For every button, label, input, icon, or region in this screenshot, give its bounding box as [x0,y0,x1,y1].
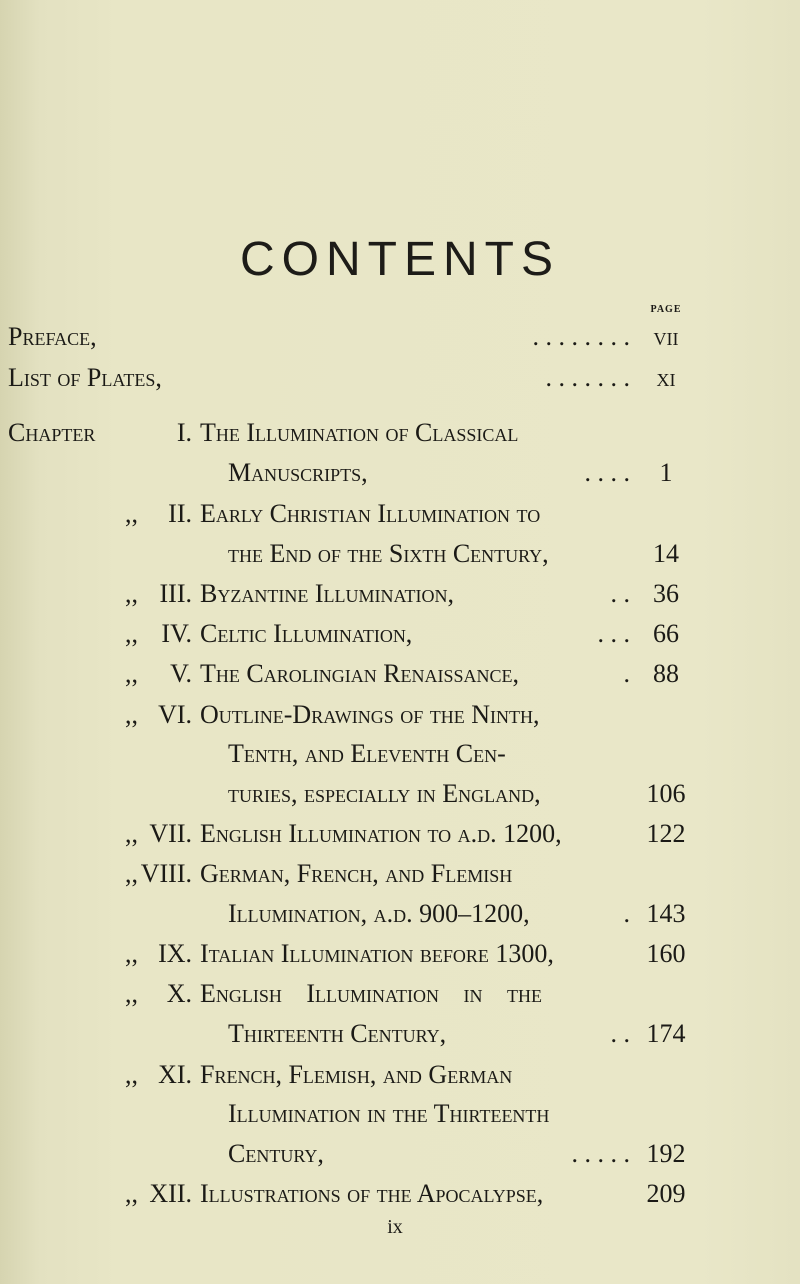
chapter-title-line: Illumination in the Thirteenth [228,1099,550,1128]
chapter-page: 14 [653,539,679,568]
chapter-title-line: Early Christian Illumination to [200,499,541,528]
ditto-mark: ,, [125,700,138,729]
ditto-mark: ,, [125,939,138,968]
chapter-page: 160 [646,939,686,968]
chapter-title-line: English Illumination to a.d. 1200, [200,819,562,848]
chapter-number: II. [168,499,192,528]
ditto-mark: ,, [125,1179,138,1208]
chapter-title-line: Illustrations of the Apocalypse, [200,1179,544,1208]
toc-leaders-preface: . . . . . . . . [532,322,630,351]
ditto-mark: ,, [125,859,138,888]
chapter-number: IV. [161,619,192,648]
toc-leaders: . . . [597,619,630,648]
chapter-title-line: Celtic Illumination, [200,619,413,648]
toc-label-list-of-plates: List of Plates, [8,363,162,392]
chapter-title-line: Manuscripts, [228,458,368,487]
chapter-page: 143 [646,899,686,928]
chapter-page: 1 [659,458,673,487]
chapter-title-line: Italian Illumination before 1300, [200,939,554,968]
chapter-title-line: Thirteenth Century, [228,1019,447,1048]
chapter-title-line: The Carolingian Renaissance, [200,659,520,688]
chapter-number: X. [166,979,192,1008]
chapter-title-line: Tenth, and Eleventh Cen- [228,739,506,768]
chapter-number: VII. [149,819,192,848]
chapter-title-line: Outline-Drawings of the Ninth, [200,700,540,729]
chapter-page: 106 [646,779,686,808]
ditto-mark: ,, [125,579,138,608]
chapter-number: I. [176,418,192,447]
toc-leaders: . . [610,1019,630,1048]
chapter-page: 209 [646,1179,686,1208]
toc-leaders-list-of-plates: . . . . . . . [545,363,630,392]
chapter-number: VIII. [140,859,192,888]
chapter-word: Chapter [8,418,96,447]
chapter-title-line: the End of the Sixth Century, [228,539,549,568]
ditto-mark: ,, [125,499,138,528]
toc-leaders: . [623,659,630,688]
chapter-number: VI. [158,700,192,729]
toc-leaders: . . . . . [571,1139,630,1168]
ditto-mark: ,, [125,619,138,648]
chapter-title-line: Century, [228,1139,324,1168]
ditto-mark: ,, [125,979,138,1008]
chapter-number: XII. [149,1179,192,1208]
chapter-title-line: Byzantine Illumination, [200,579,454,608]
chapter-title-line: English Illumination in the [200,979,542,1008]
page-title: CONTENTS [240,233,560,286]
chapter-page: 174 [646,1019,686,1048]
chapter-number: XI. [158,1060,192,1089]
toc-page-preface: vii [653,322,679,351]
toc-leaders: . [623,899,630,928]
chapter-page: 88 [653,659,679,688]
toc-page-list-of-plates: xi [656,363,676,392]
chapter-number: V. [170,659,192,688]
page-folio: ix [387,1216,403,1238]
ditto-mark: ,, [125,819,138,848]
page-column-header: PAGE [650,304,682,315]
chapter-title-line: The Illumination of Classical [200,418,519,447]
chapter-title-line: turies, especially in England, [228,779,541,808]
chapter-title-line: French, Flemish, and German [200,1060,513,1089]
chapter-page: 66 [653,619,679,648]
chapter-title-line: Illumination, a.d. 900–1200, [228,899,530,928]
toc-leaders: . . . . [584,458,630,487]
chapter-number: IX. [158,939,192,968]
chapter-page: 192 [646,1139,686,1168]
toc-label-preface: Preface, [8,322,97,351]
chapter-number: III. [159,579,192,608]
toc-leaders: . . [610,579,630,608]
ditto-mark: ,, [125,1060,138,1089]
chapter-page: 36 [653,579,679,608]
chapter-title-line: German, French, and Flemish [200,859,513,888]
ditto-mark: ,, [125,659,138,688]
chapter-page: 122 [646,819,686,848]
